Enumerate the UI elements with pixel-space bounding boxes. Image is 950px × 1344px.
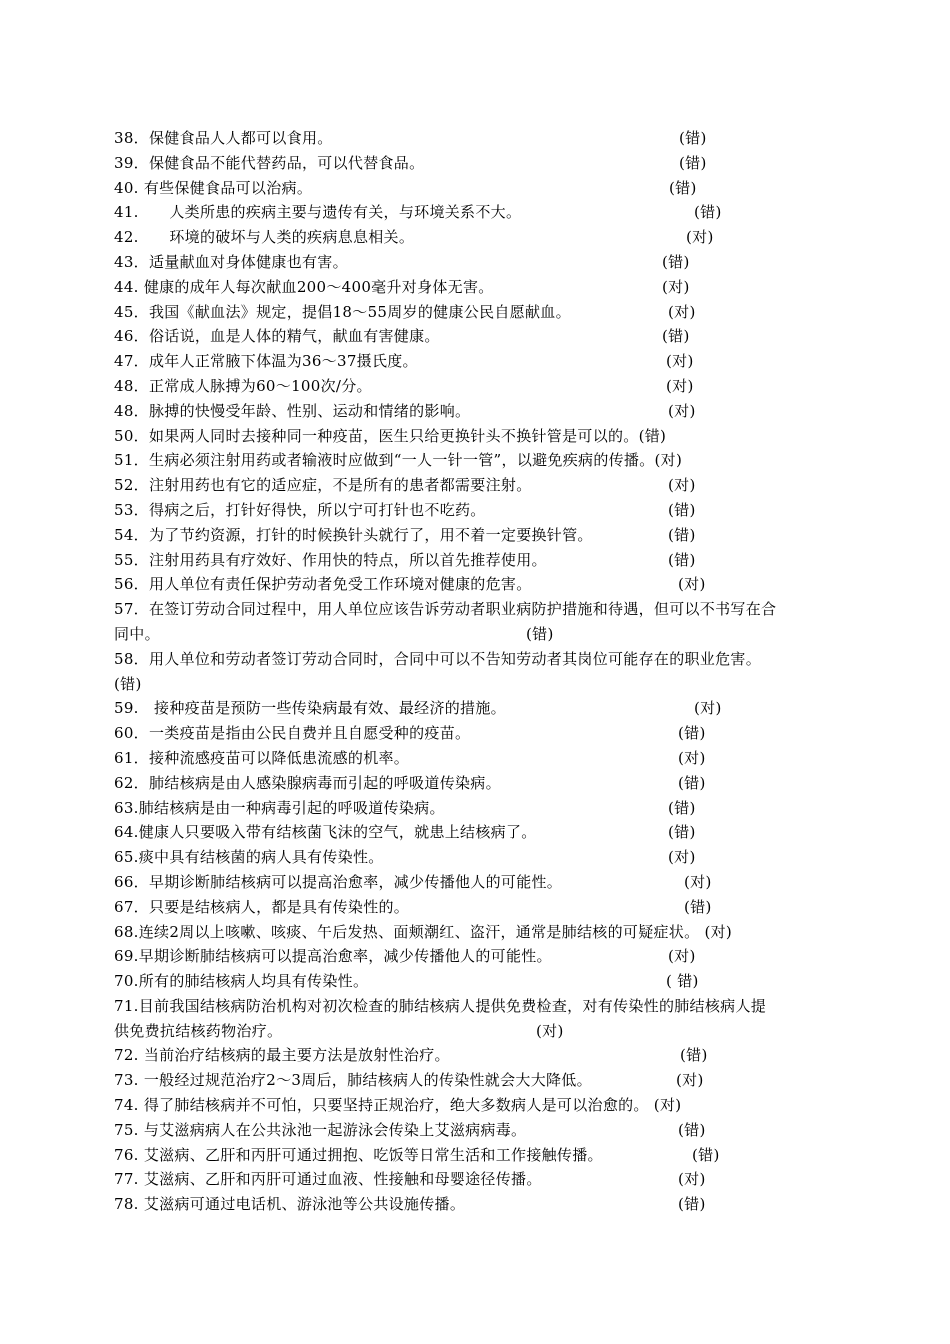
answer-mark: (对): [668, 848, 696, 867]
question-text: 62．肺结核病是由人感染腺病毒而引起的呼吸道传染病。: [114, 773, 501, 792]
answer-mark: (错): [526, 624, 554, 643]
question-text: 52．注射用药也有它的适应症，不是所有的患者都需要注射。: [114, 476, 532, 495]
question-item: [114, 1143, 840, 1168]
question-item: [114, 548, 840, 573]
question-text: 64.健康人只要吸入带有结核菌飞沫的空气，就患上结核病了。: [114, 823, 537, 842]
question-item: [114, 597, 840, 622]
answer-mark: (错): [692, 1145, 720, 1164]
question-text: 68.连续2周以上咳嗽、咳痰、午后发热、面颊潮红、盗汗，通常是肺结核的可疑症状。 (对): [114, 922, 733, 941]
question-item: [114, 1118, 840, 1143]
question-item: [114, 225, 840, 250]
question-text: 43．适量献血对身体健康也有害。: [114, 252, 348, 271]
question-text: 61．接种流感疫苗可以降低患流感的机率。: [114, 748, 410, 767]
question-text: 63.肺结核病是由一种病毒引起的呼吸道传染病。: [114, 798, 445, 817]
question-text: 48．脉搏的快慢受年龄、性别、运动和情绪的影响。: [114, 401, 471, 420]
question-text: 70.所有的肺结核病人均具有传染性。: [114, 972, 369, 991]
question-item: [114, 572, 840, 597]
question-list: [114, 126, 840, 1217]
question-item: [114, 374, 840, 399]
answer-mark: (错): [679, 129, 707, 147]
answer-mark: (错): [668, 500, 696, 519]
answer-mark: (错): [668, 525, 696, 544]
question-item: [114, 1167, 840, 1192]
question-item: [114, 721, 840, 746]
question-text-continuation: 供免费抗结核药物治疗。: [114, 1021, 283, 1040]
answer-mark: (错): [678, 1195, 706, 1214]
answer-mark: (错): [668, 550, 696, 569]
question-item: [114, 746, 840, 771]
question-text: 59. 接种疫苗是预防一些传染病最有效、最经济的措施。: [114, 699, 506, 718]
question-text-continuation: (错): [114, 674, 142, 693]
answer-mark: (对): [662, 277, 690, 296]
question-text: 74. 得了肺结核病并不可怕，只要坚持正规治疗，绝大多数病人是可以治愈的。 (对): [114, 1096, 682, 1115]
question-text: 47．成年人正常腋下体温为36～37摄氏度。: [114, 352, 418, 371]
question-item: [114, 944, 840, 969]
question-item: [114, 920, 840, 945]
question-text: 77. 艾滋病、乙肝和丙肝可通过血液、性接触和母婴途径传播。: [114, 1170, 542, 1189]
question-item: [114, 895, 840, 920]
question-item: [114, 473, 840, 498]
answer-mark: (对): [666, 376, 694, 395]
question-text: 38．保健食品人人都可以食用。: [114, 129, 333, 147]
question-text: 51．生病必须注射用药或者输液时应做到“一人一针一管”，以避免疾病的传播。(对): [114, 451, 683, 470]
question-item: [114, 424, 840, 449]
question-text: 66．早期诊断肺结核病可以提高治愈率，减少传播他人的可能性。: [114, 872, 563, 891]
question-item: [114, 1093, 840, 1118]
answer-mark: (对): [678, 575, 706, 594]
question-text: 60．一类疫苗是指由公民自费并且自愿受种的疫苗。: [114, 724, 471, 743]
question-item: [114, 176, 840, 201]
question-item: [114, 275, 840, 300]
question-item: [114, 523, 840, 548]
question-text: 78. 艾滋病可通过电话机、游泳池等公共设施传播。: [114, 1195, 466, 1214]
question-text: 50．如果两人同时去接种同一种疫苗，医生只给更换针头不换针管是可以的。(错): [114, 426, 667, 445]
answer-mark: (对): [694, 699, 722, 718]
answer-mark: (对): [668, 947, 696, 966]
answer-mark: (对): [676, 1071, 704, 1090]
question-item: [114, 870, 840, 895]
question-text: 57．在签订劳动合同过程中，用人单位应该告诉劳动者职业病防护措施和待遇，但可以不书写在合: [114, 600, 777, 619]
question-text: 72. 当前治疗结核病的最主要方法是放射性治疗。: [114, 1046, 450, 1065]
question-item: [114, 300, 840, 325]
question-item: [114, 250, 840, 275]
question-item: [114, 796, 840, 821]
answer-mark: (对): [668, 401, 696, 420]
question-text: 55．注射用药具有疗效好、作用快的特点，所以首先推荐使用。: [114, 550, 547, 569]
question-text: 76. 艾滋病、乙肝和丙肝可通过拥抱、吃饭等日常生活和工作接触传播。: [114, 1145, 603, 1164]
question-text: 40. 有些保健食品可以治病。: [114, 178, 313, 197]
question-text: 58．用人单位和劳动者签订劳动合同时，合同中可以不告知劳动者其岗位可能存在的职业危害。: [114, 649, 761, 668]
question-item-continuation: [114, 672, 840, 697]
question-item: [114, 696, 840, 721]
question-text-continuation: 同中。: [114, 624, 160, 643]
question-text: 41. 人类所患的疾病主要与遗传有关，与环境关系不大。: [114, 203, 522, 222]
question-item-continuation: [114, 1019, 840, 1044]
answer-mark: (错): [678, 1120, 706, 1139]
question-item: [114, 771, 840, 796]
question-item: [114, 1043, 840, 1068]
answer-mark: ( 错): [666, 972, 699, 991]
answer-mark: (对): [678, 748, 706, 767]
question-text: 65.痰中具有结核菌的病人具有传染性。: [114, 848, 384, 867]
answer-mark: (对): [678, 1170, 706, 1189]
answer-mark: (错): [662, 327, 690, 346]
question-item: [114, 448, 840, 473]
question-item: [114, 399, 840, 424]
question-item: [114, 151, 840, 176]
answer-mark: (错): [662, 252, 690, 271]
answer-mark: (错): [679, 153, 707, 172]
question-text: 44. 健康的成年人每次献血200～400毫升对身体无害。: [114, 277, 494, 296]
question-text: 48．正常成人脉搏为60～100次/分。: [114, 376, 372, 395]
question-item-continuation: [114, 622, 840, 647]
answer-mark: (对): [668, 302, 696, 321]
question-item: [114, 498, 840, 523]
question-text: 75. 与艾滋病病人在公共泳池一起游泳会传染上艾滋病病毒。: [114, 1120, 527, 1139]
answer-mark: (错): [668, 798, 696, 817]
question-text: 56．用人单位有责任保护劳动者免受工作环境对健康的危害。: [114, 575, 532, 594]
question-text: 54．为了节约资源，打针的时候换针头就行了，用不着一定要换针管。: [114, 525, 593, 544]
question-text: 45．我国《献血法》规定，提倡18～55周岁的健康公民自愿献血。: [114, 302, 571, 321]
answer-mark: (对): [684, 872, 712, 891]
question-item: [114, 994, 840, 1019]
question-text: 53．得病之后，打针好得快，所以宁可打针也不吃药。: [114, 500, 486, 519]
question-text: 69.早期诊断肺结核病可以提高治愈率，减少传播他人的可能性。: [114, 947, 552, 966]
answer-mark: (错): [669, 178, 697, 197]
question-text: 46．俗话说，血是人体的精气，献血有害健康。: [114, 327, 440, 346]
question-item: [114, 820, 840, 845]
question-text: 67．只要是结核病人，都是具有传染性的。: [114, 897, 410, 916]
question-text: 71.目前我国结核病防治机构对初次检查的肺结核病人提供免费检查，对有传染性的肺结核病人提: [114, 996, 767, 1015]
answer-mark: (错): [694, 203, 722, 222]
answer-mark: (错): [684, 897, 712, 916]
question-item: [114, 647, 840, 672]
answer-mark: (错): [680, 1046, 708, 1065]
question-item: [114, 349, 840, 374]
answer-mark: (对): [686, 228, 714, 247]
question-text: 73. 一般经过规范治疗2～3周后，肺结核病人的传染性就会大大降低。: [114, 1071, 592, 1090]
question-text: 39．保健食品不能代替药品，可以代替食品。: [114, 153, 425, 172]
question-item: [114, 845, 840, 870]
answer-mark: (错): [678, 724, 706, 743]
question-item: [114, 969, 840, 994]
question-item: [114, 1192, 840, 1217]
question-item: [114, 324, 840, 349]
question-item: [114, 200, 840, 225]
answer-mark: (对): [536, 1021, 564, 1040]
answer-mark: (对): [668, 476, 696, 495]
question-item: [114, 1068, 840, 1093]
question-text: 42. 环境的破坏与人类的疾病息息相关。: [114, 228, 415, 247]
question-item: [114, 126, 840, 151]
answer-mark: (错): [668, 823, 696, 842]
answer-mark: (错): [678, 773, 706, 792]
answer-mark: (对): [666, 352, 694, 371]
